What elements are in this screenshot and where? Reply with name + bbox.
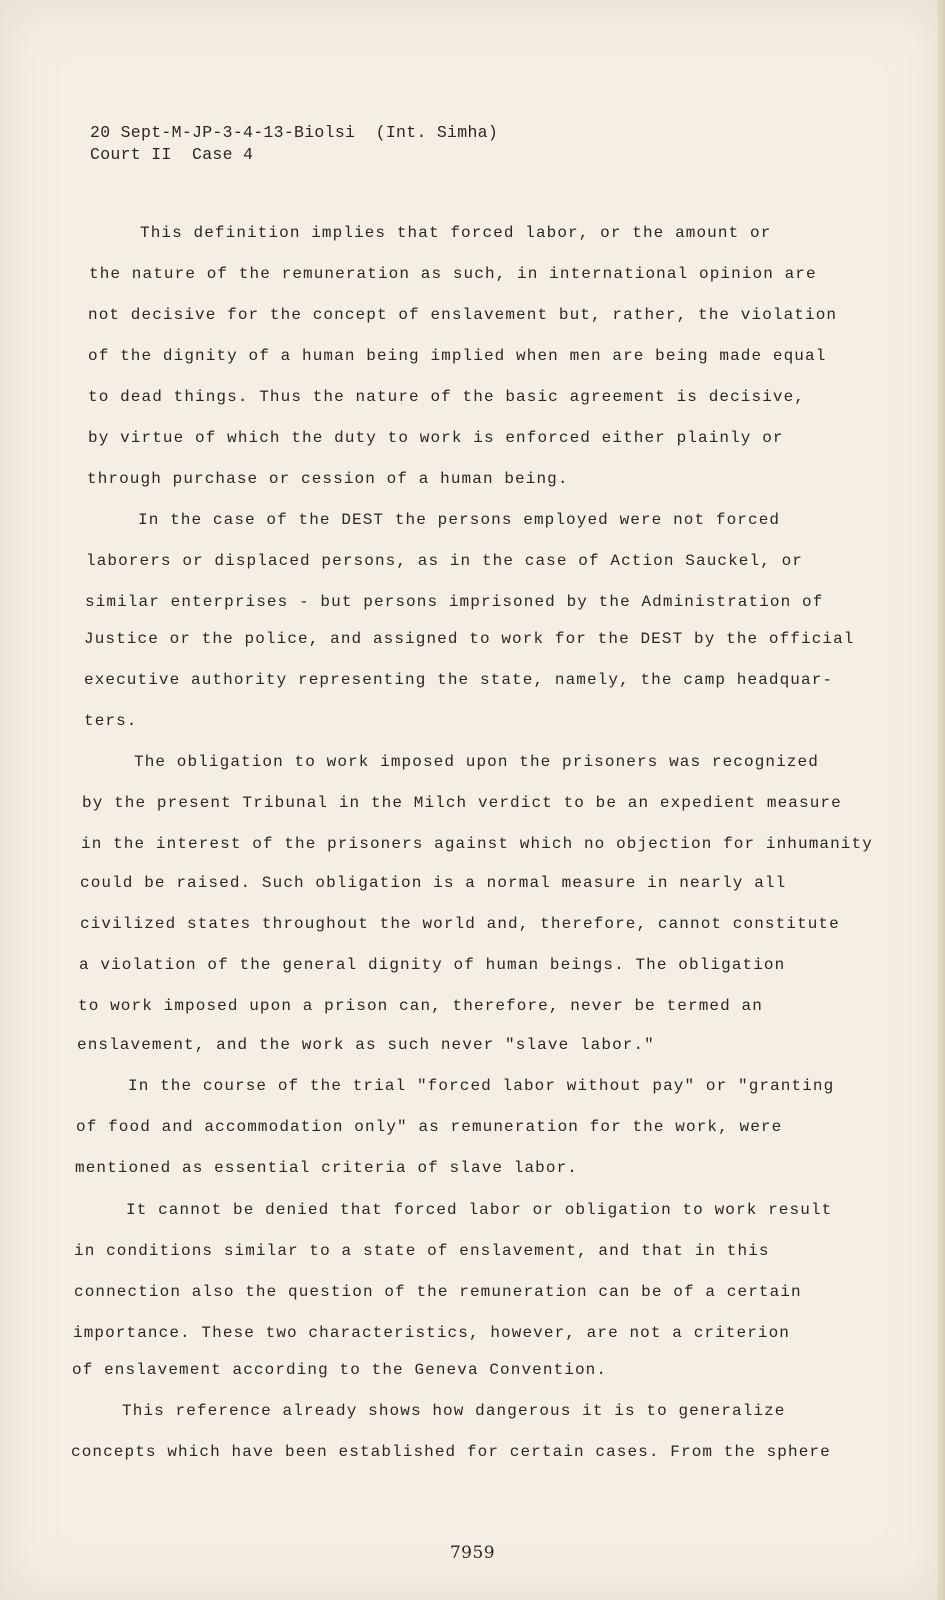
text-line: mentioned as essential criteria of slave labor. — [75, 1159, 578, 1177]
header-court-line: Court II Case 4 — [90, 145, 254, 164]
text-line: It cannot be denied that forced labor or obligation to work result — [126, 1201, 833, 1219]
text-line: laborers or displaced persons, as in the case of Action Sauckel, or — [86, 552, 804, 570]
text-line: In the course of the trial "forced labor without pay" or "granting — [128, 1077, 835, 1095]
text-line: through purchase or cession of a human being. — [87, 470, 569, 488]
page-number: 7959 — [449, 1543, 496, 1563]
text-line: This definition implies that forced labor, or the amount or — [140, 224, 772, 242]
text-line: similar enterprises - but persons imprisoned by the Administration of — [85, 593, 824, 611]
text-line: in the interest of the prisoners against which no objection for inhumanity — [81, 835, 873, 853]
text-line: executive authority representing the state, namely, the camp headquar- — [84, 671, 834, 689]
text-line: of food and accommodation only" as remuneration for the work, were — [76, 1118, 783, 1136]
page-edge — [937, 0, 945, 1600]
text-line: by virtue of which the duty to work is enforced either plainly or — [88, 429, 784, 447]
text-line: by the present Tribunal in the Milch verdict to be an expedient measure — [82, 794, 842, 812]
text-line: in conditions similar to a state of enslavement, and that in this — [74, 1242, 770, 1260]
text-line: civilized states throughout the world and, therefore, cannot constitute — [80, 915, 840, 933]
text-line: This reference already shows how dangerous it is to generalize — [122, 1402, 786, 1420]
header-reference-line: 20 Sept-M-JP-3-4-13-Biolsi (Int. Simha) — [90, 123, 499, 142]
text-line: ters. — [84, 712, 138, 730]
text-line: of enslavement according to the Geneva Convention. — [72, 1361, 608, 1379]
text-line: the nature of the remuneration as such, in international opinion are — [89, 265, 817, 283]
text-line: could be raised. Such obligation is a normal measure in nearly all — [80, 874, 787, 892]
text-line: not decisive for the concept of enslavement but, rather, the violation — [88, 306, 838, 324]
text-line: enslavement, and the work as such never "slave labor." — [77, 1036, 655, 1054]
document-header — [90, 122, 498, 166]
text-line: connection also the question of the remuneration can be of a certain — [74, 1283, 802, 1301]
text-line: a violation of the general dignity of human beings. The obligation — [79, 956, 786, 974]
text-line: The obligation to work imposed upon the prisoners was recognized — [134, 753, 819, 771]
text-line: importance. These two characteristics, however, are not a criterion — [73, 1324, 791, 1342]
text-line: of the dignity of a human being implied when men are being made equal — [88, 347, 827, 365]
text-line: In the case of the DEST the persons employed were not forced — [138, 511, 781, 529]
text-line: to dead things. Thus the nature of the basic agreement is decisive, — [88, 388, 806, 406]
text-line: concepts which have been established for certain cases. From the sphere — [71, 1443, 831, 1461]
text-line: to work imposed upon a prison can, therefore, never be termed an — [78, 997, 763, 1015]
text-line: Justice or the police, and assigned to work for the DEST by the official — [84, 630, 855, 648]
